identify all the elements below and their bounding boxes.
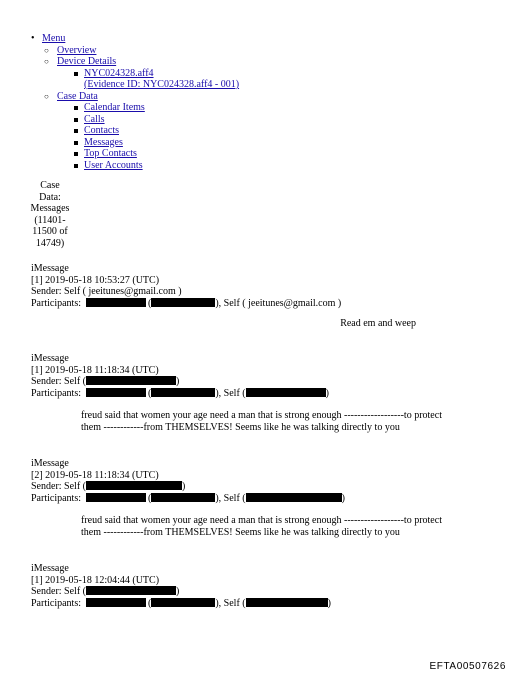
user-accounts-link[interactable]: User Accounts	[84, 159, 143, 171]
redaction-block	[86, 298, 146, 307]
message-participants	[31, 388, 471, 400]
calls-link[interactable]: Calls	[84, 113, 105, 125]
participants-self: ), Self (	[215, 492, 246, 504]
message-timestamp: [1] 2019-05-18 12:04:44 (UTC)	[31, 574, 160, 586]
case-data-link[interactable]: Case Data	[57, 90, 98, 102]
paren: (	[148, 597, 152, 609]
participants-self: ), Self (	[215, 387, 246, 399]
evidence-id-link[interactable]: (Evidence ID: NYC024328.aff4 - 001)	[84, 79, 240, 90]
device-file-item	[84, 68, 239, 80]
device-details-link[interactable]: Device Details	[57, 56, 117, 67]
nav-device-details-item	[57, 56, 239, 91]
message-block	[31, 353, 471, 433]
participants-label: Participants:	[31, 387, 81, 399]
redaction-block	[246, 598, 328, 607]
case-heading-line: (11401-	[34, 214, 66, 226]
case-item	[84, 160, 239, 172]
case-heading-line: 11500 of	[32, 226, 68, 237]
message-timestamp: [1] 2019-05-18 10:53:27 (UTC)	[31, 274, 160, 286]
nav-menu-item	[42, 33, 239, 171]
redaction-block	[151, 298, 215, 307]
redaction-block	[151, 598, 215, 607]
case-heading-line: Case	[40, 180, 60, 191]
case-item	[84, 137, 239, 149]
message-body: Read em and weep	[340, 318, 416, 329]
case-data-submenu	[84, 102, 239, 171]
case-heading-line: Data:	[39, 191, 61, 203]
message-body: freud said that women your age need a man that is strong enough ------------------to protect them ------------from THEMSELVES! Seems like he was talking directly to you	[81, 410, 442, 433]
redaction-block	[151, 493, 215, 502]
message-type: iMessage	[31, 458, 69, 469]
case-heading	[28, 180, 72, 249]
redaction-block	[246, 388, 326, 397]
participants-self: ), Self ( jeeitunes@gmail.com )	[215, 297, 342, 309]
case-heading-line: 14749)	[35, 237, 65, 249]
paren: )	[341, 492, 345, 504]
messages-link[interactable]: Messages	[84, 136, 123, 148]
menu-link[interactable]: Menu	[42, 33, 66, 44]
paren: )	[325, 387, 329, 399]
message-participants	[31, 493, 471, 505]
nav-submenu	[57, 45, 239, 172]
paren: )	[176, 586, 180, 597]
message-participants	[31, 598, 471, 610]
participants-label: Participants:	[31, 492, 81, 504]
redaction-block	[86, 388, 146, 397]
redaction-block	[86, 586, 176, 595]
sender-prefix: Sender: Self (	[31, 586, 86, 597]
message-type: iMessage	[31, 353, 69, 364]
message-participants	[31, 298, 471, 310]
evidence-id-item	[84, 79, 239, 91]
redaction-block	[246, 493, 342, 502]
paren: )	[327, 597, 331, 609]
overview-link[interactable]: Overview	[57, 44, 97, 56]
redaction-block	[151, 388, 215, 397]
device-file-link[interactable]: NYC024328.aff4	[84, 67, 154, 79]
participants-label: Participants:	[31, 597, 81, 609]
paren: (	[148, 297, 152, 309]
document-id-footer: EFTA00507626	[429, 660, 506, 672]
message-sender	[31, 376, 471, 388]
participants-self: ), Self (	[215, 597, 246, 609]
paren: (	[148, 492, 152, 504]
message-sender: Sender: Self ( jeeitunes@gmail.com )	[31, 286, 182, 297]
message-sender	[31, 481, 471, 493]
contacts-link[interactable]: Contacts	[84, 125, 119, 136]
sender-prefix: Sender: Self (	[31, 376, 86, 387]
message-type: iMessage	[31, 563, 69, 574]
message-timestamp: [1] 2019-05-18 11:18:34 (UTC)	[31, 364, 159, 376]
nav-overview-item	[57, 45, 239, 57]
case-item	[84, 148, 239, 160]
message-timestamp: [2] 2019-05-18 11:18:34 (UTC)	[31, 469, 159, 481]
message-body: freud said that women your age need a man that is strong enough ------------------to protect them ------------from THEMSELVES! Seems like he was talking directly to you	[81, 515, 442, 538]
redaction-block	[86, 493, 146, 502]
top-contacts-link[interactable]: Top Contacts	[84, 148, 137, 159]
calendar-items-link[interactable]: Calendar Items	[84, 102, 145, 113]
redaction-block	[86, 376, 176, 385]
message-type: iMessage	[31, 263, 69, 274]
device-submenu	[84, 68, 239, 91]
paren: (	[148, 387, 152, 399]
redaction-block	[86, 598, 146, 607]
message-block	[31, 263, 471, 329]
case-item	[84, 114, 239, 126]
case-item	[84, 125, 239, 137]
paren: )	[182, 481, 186, 492]
case-item	[84, 102, 239, 114]
paren: )	[176, 376, 180, 387]
sender-prefix: Sender: Self (	[31, 481, 86, 492]
redaction-block	[86, 481, 182, 490]
message-sender	[31, 586, 471, 598]
participants-label: Participants:	[31, 297, 81, 309]
message-block	[31, 563, 471, 609]
nav-menu	[42, 33, 239, 171]
message-block	[31, 458, 471, 538]
case-heading-line: Messages	[30, 203, 70, 214]
nav-case-data-item	[57, 91, 239, 172]
